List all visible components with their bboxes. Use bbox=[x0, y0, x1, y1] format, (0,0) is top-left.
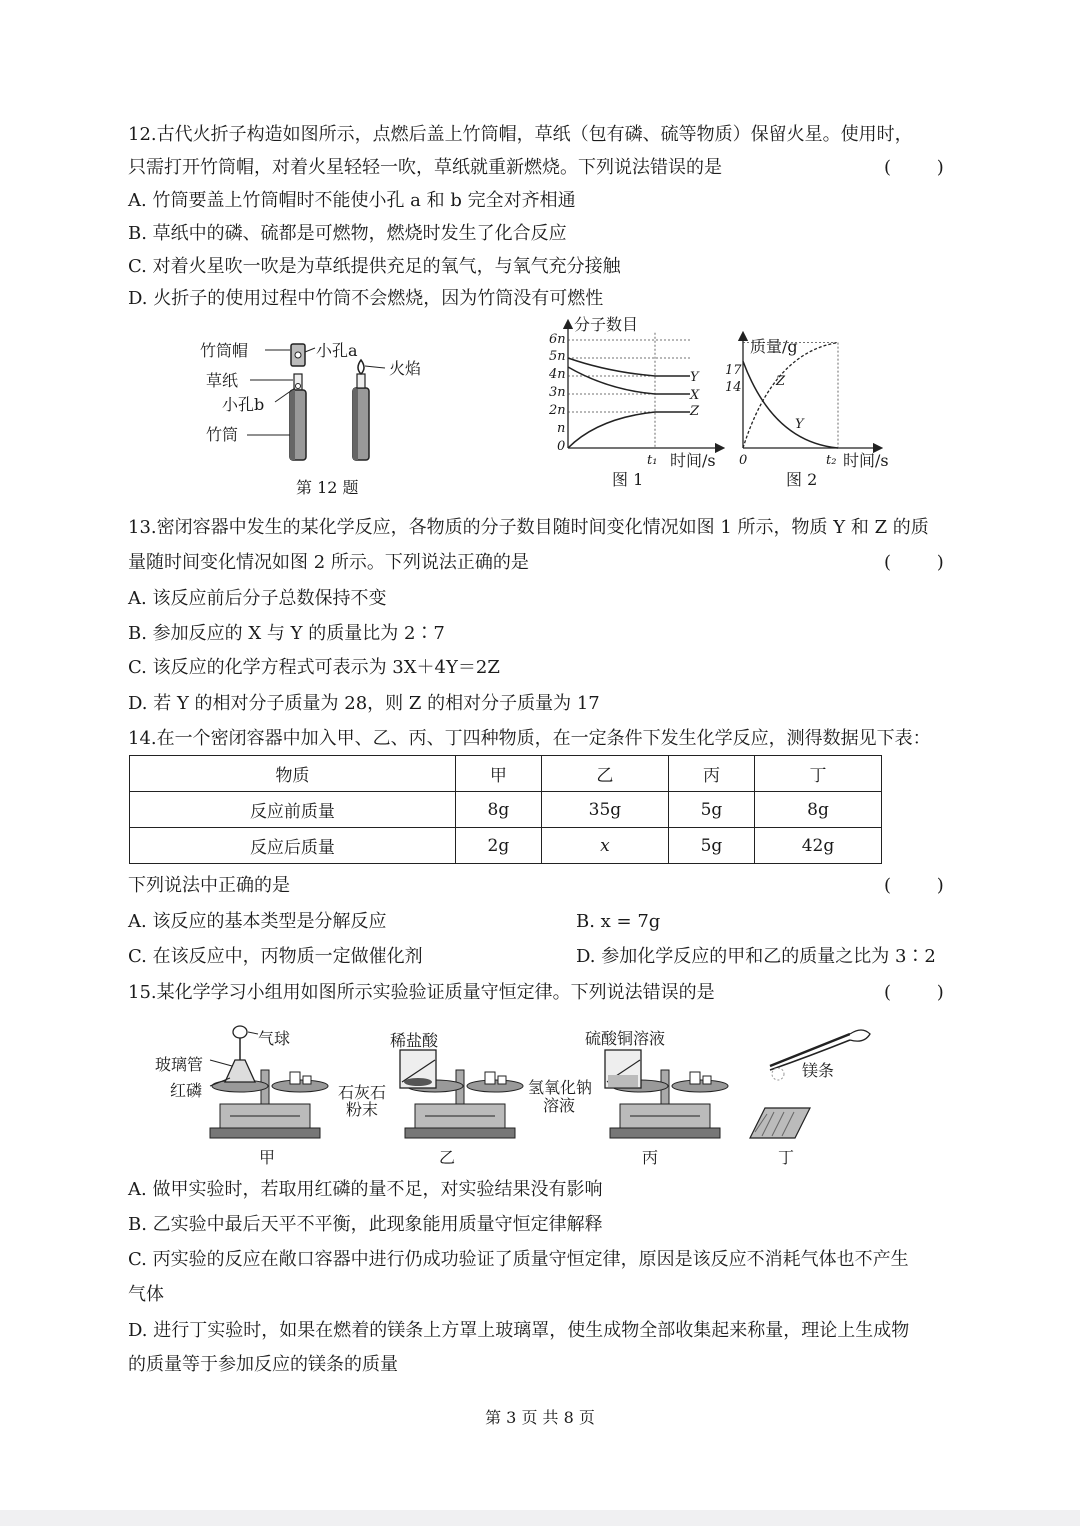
label-magnesium-ribbon: 镁条 bbox=[802, 1061, 835, 1080]
q13-stem-line2: 量随时间变化情况如图 2 所示。下列说法正确的是 bbox=[128, 552, 529, 573]
label-bamboo-cap: 竹筒帽 bbox=[200, 341, 249, 360]
fig1-tick-4n: 4n bbox=[549, 367, 566, 382]
q15-option-d-line2: 的质量等于参加反应的镁条的质量 bbox=[128, 1354, 398, 1375]
fig1-t1-label: t₁ bbox=[647, 453, 658, 468]
caption-yi: 乙 bbox=[439, 1148, 456, 1167]
q14-option-c: C. 在该反应中，丙物质一定做催化剂 bbox=[128, 946, 423, 967]
table-row bbox=[130, 792, 882, 828]
q14-stem: 14.在一个密闭容器中加入甲、乙、丙、丁四种物质，在一定条件下发生化学反应，测得数据见下表： bbox=[128, 728, 931, 749]
fig1-tick-n: n bbox=[557, 421, 566, 436]
label-limestone: 石灰石 bbox=[338, 1083, 387, 1102]
fig1-tick-3n: 3n bbox=[549, 385, 566, 400]
caption-ding: 丁 bbox=[778, 1148, 795, 1167]
q15-option-d-line1: D. 进行丁实验时，如果在燃着的镁条上方罩上玻璃罩，使生成物全部收集起来称量，理论上生成物 bbox=[128, 1320, 910, 1341]
fig2-series-Z bbox=[743, 343, 838, 448]
label-bamboo-tube: 竹筒 bbox=[206, 425, 239, 444]
q15-option-a: A. 做甲实验时，若取用红磷的量不足，对实验结果没有影响 bbox=[128, 1179, 603, 1200]
q14-prompt: 下列说法中正确的是 bbox=[128, 875, 290, 896]
table-cell: 乙 bbox=[541, 756, 668, 792]
fig2-xlabel: 时间/s bbox=[843, 451, 889, 470]
fig2-ylabel: 质量/g bbox=[750, 337, 798, 356]
bottom-scroll-strip bbox=[0, 1510, 1080, 1526]
label-paper: 草纸 bbox=[206, 371, 239, 390]
label-red-phosphorus: 红磷 bbox=[170, 1081, 203, 1100]
label-copper-sulfate: 硫酸铜溶液 bbox=[585, 1029, 666, 1048]
q12-stem-line2: 只需打开竹筒帽，对着火星轻轻一吹，草纸就重新燃烧。下列说法错误的是 bbox=[128, 157, 722, 178]
q13-option-c: C. 该反应的化学方程式可表示为 3X＋4Y＝2Z bbox=[128, 657, 500, 678]
q14-option-b: B. x = 7g bbox=[576, 911, 661, 932]
q13-option-d: D. 若 Y 的相对分子质量为 28，则 Z 的相对分子质量为 17 bbox=[128, 693, 600, 714]
fig1-label-Z: Z bbox=[690, 404, 700, 419]
table-cell: 物质 bbox=[130, 756, 456, 792]
label-glass-tube: 玻璃管 bbox=[155, 1055, 204, 1074]
fig2-tick-14: 14 bbox=[725, 380, 742, 395]
q12-stem-line1: 12.古代火折子构造如图所示，点燃后盖上竹筒帽，草纸（包有磷、硫等物质）保留火星。使用时， bbox=[128, 124, 913, 145]
fig1-label-X: X bbox=[690, 388, 700, 403]
table-cell: 8g bbox=[754, 792, 881, 828]
q12-option-d: D. 火折子的使用过程中竹筒不会燃烧，因为竹筒没有可燃性 bbox=[128, 288, 604, 309]
q14-answer-paren: ( ) bbox=[884, 875, 944, 896]
table-cell: 42g bbox=[754, 828, 881, 864]
fig2-origin: 0 bbox=[739, 453, 748, 468]
q15-option-c-line1: C. 丙实验的反应在敞口容器中进行仍成功验证了质量守恒定律，原因是该反应不消耗气体也不产生 bbox=[128, 1249, 909, 1270]
label-balloon: 气球 bbox=[258, 1029, 291, 1048]
caption-bing: 丙 bbox=[642, 1148, 659, 1167]
table-row bbox=[130, 828, 882, 864]
fig2-t2-label: t₂ bbox=[826, 453, 837, 468]
label-sodium-hydroxide: 氢氧化钠 bbox=[528, 1078, 593, 1097]
q12-answer-paren: ( ) bbox=[884, 157, 944, 178]
q12-figure-caption: 第 12 题 bbox=[296, 478, 359, 497]
fig1-xlabel: 时间/s bbox=[670, 451, 716, 470]
fig1-series-Y bbox=[568, 358, 690, 376]
table-cell: x bbox=[541, 828, 668, 864]
table-cell: 反应后质量 bbox=[130, 828, 456, 864]
label-hole-b: 小孔b bbox=[222, 395, 265, 414]
fig1-tick-0: 0 bbox=[557, 439, 566, 454]
fig1-ylabel: 分子数目 bbox=[574, 315, 639, 334]
fig1-tick-6n: 6n bbox=[549, 332, 566, 347]
fig2-tick-17: 17 bbox=[725, 363, 742, 378]
label-flame: 火焰 bbox=[389, 359, 422, 378]
q14-option-d: D. 参加化学反应的甲和乙的质量之比为 3∶2 bbox=[576, 946, 936, 967]
fig1-tick-2n: 2n bbox=[549, 403, 566, 418]
q14-option-a: A. 该反应的基本类型是分解反应 bbox=[128, 911, 387, 932]
fig2-caption: 图 2 bbox=[786, 470, 818, 489]
fig2-label-Z: Z bbox=[776, 374, 786, 389]
q12-option-c: C. 对着火星吹一吹是为草纸提供充足的氧气，与氧气充分接触 bbox=[128, 256, 621, 277]
fig1-series-Z bbox=[568, 412, 690, 448]
q13-option-b: B. 参加反应的 X 与 Y 的质量比为 2∶7 bbox=[128, 623, 445, 644]
table-cell: 2g bbox=[455, 828, 541, 864]
q15-option-c-line2: 气体 bbox=[128, 1284, 164, 1305]
table-row bbox=[130, 756, 882, 792]
page-footer: 第 3 页 共 8 页 bbox=[485, 1408, 595, 1427]
fig2-series-Y bbox=[743, 361, 838, 448]
q14-data-table bbox=[129, 755, 882, 864]
q15-answer-paren: ( ) bbox=[884, 982, 944, 1003]
table-cell: 丁 bbox=[754, 756, 881, 792]
table-cell: 5g bbox=[668, 792, 754, 828]
fig1-caption: 图 1 bbox=[612, 470, 644, 489]
table-cell: 5g bbox=[668, 828, 754, 864]
table-cell: 反应前质量 bbox=[130, 792, 456, 828]
table-cell: 35g bbox=[541, 792, 668, 828]
caption-jia: 甲 bbox=[259, 1148, 276, 1167]
q13-answer-paren: ( ) bbox=[884, 552, 944, 573]
table-cell: 甲 bbox=[455, 756, 541, 792]
label-hole-a: 小孔a bbox=[316, 341, 358, 360]
fig2-label-Y: Y bbox=[795, 417, 804, 432]
fig1-label-Y: Y bbox=[690, 370, 699, 385]
q15-option-b: B. 乙实验中最后天平不平衡，此现象能用质量守恒定律解释 bbox=[128, 1214, 603, 1235]
table-cell: 丙 bbox=[668, 756, 754, 792]
table-cell: 8g bbox=[455, 792, 541, 828]
q13-stem-line1: 13.密闭容器中发生的某化学反应，各物质的分子数目随时间变化情况如图 1 所示，物质 Y 和 Z 的质 bbox=[128, 517, 929, 538]
q13-option-a: A. 该反应前后分子总数保持不变 bbox=[128, 588, 387, 609]
fig1-tick-5n: 5n bbox=[549, 349, 566, 364]
label-powder: 粉末 bbox=[346, 1100, 379, 1119]
label-dilute-hcl: 稀盐酸 bbox=[390, 1031, 439, 1050]
q15-stem: 15.某化学学习小组用如图所示实验验证质量守恒定律。下列说法错误的是 bbox=[128, 982, 715, 1003]
q12-option-a: A. 竹筒要盖上竹筒帽时不能使小孔 a 和 b 完全对齐相通 bbox=[128, 190, 576, 211]
fig1-series-X bbox=[568, 367, 690, 394]
label-solution: 溶液 bbox=[543, 1096, 576, 1115]
q12-option-b: B. 草纸中的磷、硫都是可燃物，燃烧时发生了化合反应 bbox=[128, 223, 567, 244]
